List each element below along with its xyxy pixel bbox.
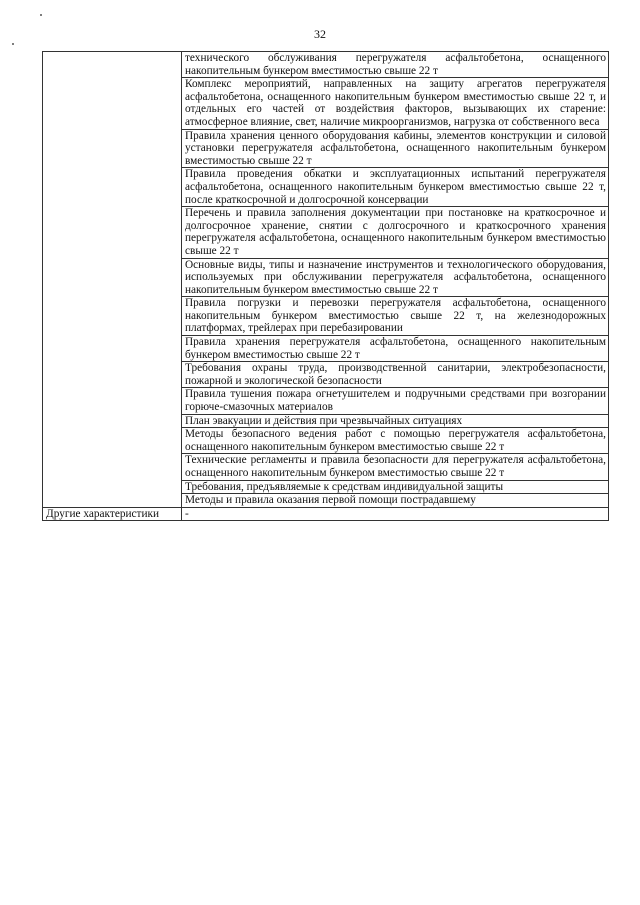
other-characteristics-label: Другие характеристики (43, 507, 182, 521)
knowledge-requirements-table (42, 51, 609, 521)
knowledge-item: Правила хранения перегружателя асфальтобетона, оснащенного накопительным бункером вместимостью свыше 22 т (182, 336, 609, 362)
knowledge-item: Правила хранения ценного оборудования кабины, элементов конструкции и силовой установки перегружателя асфальтобетона, оснащенного накопительным бункером вместимостью свыше 22 т (182, 129, 609, 168)
knowledge-item: Правила тушения пожара огнетушителем и подручными средствами при возгорании горюче-смазочных материалов (182, 388, 609, 414)
page-number: 32 (314, 27, 326, 41)
knowledge-item: Требования, предъявляемые к средствам индивидуальной защиты (182, 480, 609, 494)
knowledge-item: Правила проведения обкатки и эксплуатационных испытаний перегружателя асфальтобетона, оснащенного накопительным бункером вместимостью свыше 22 т, после краткосрочной и долгосрочной консервации (182, 168, 609, 207)
knowledge-item: Основные виды, типы и назначение инструментов и технологического оборудования, используемых при обслуживании перегружателя асфальтобетона, оснащенного накопительным бункером вместимостью свыше 22 т (182, 258, 609, 297)
knowledge-item: Перечень и правила заполнения документации при постановке на краткосрочное и долгосрочное хранение, снятии с долгосрочного и краткосрочного хранения перегружателя асфальтобетона, оснащенного накопительным бункером вместимостью свыше 22 т (182, 207, 609, 258)
table-row (43, 507, 609, 521)
knowledge-item: План эвакуации и действия при чрезвычайных ситуациях (182, 414, 609, 428)
scan-speck (12, 43, 14, 45)
knowledge-item: Правила погрузки и перевозки перегружателя асфальтобетона, оснащенного накопительным бункером вместимостью свыше 22 т, на железнодорожных платформах, трейлерах при перебазировании (182, 297, 609, 336)
knowledge-item: Методы безопасного ведения работ с помощью перегружателя асфальтобетона, оснащенного накопительным бункером вместимостью свыше 22 т (182, 428, 609, 454)
knowledge-item: технического обслуживания перегружателя асфальтобетона, оснащенного накопительным бункером вместимостью свыше 22 т (182, 52, 609, 78)
knowledge-item: Комплекс мероприятий, направленных на защиту агрегатов перегружателя асфальтобетона, оснащенного накопительным бункером вместимостью свыше 22 т, и отдельных его частей от воздействия факторов, вызывающих их старение: атмосферное влияние, свет, наличие микроорганизмов, нагрузка от собственного веса (182, 78, 609, 129)
knowledge-item: Технические регламенты и правила безопасности для перегружателя асфальтобетона, оснащенного накопительным бункером вместимостью свыше 22 т (182, 454, 609, 480)
other-characteristics-value: - (182, 507, 609, 521)
knowledge-item: Требования охраны труда, производственной санитарии, электробезопасности, пожарной и экологической безопасности (182, 362, 609, 388)
table-row (43, 52, 609, 78)
knowledge-item: Методы и правила оказания первой помощи пострадавшему (182, 494, 609, 508)
section-label-cell (43, 52, 182, 508)
scan-speck (40, 14, 42, 16)
